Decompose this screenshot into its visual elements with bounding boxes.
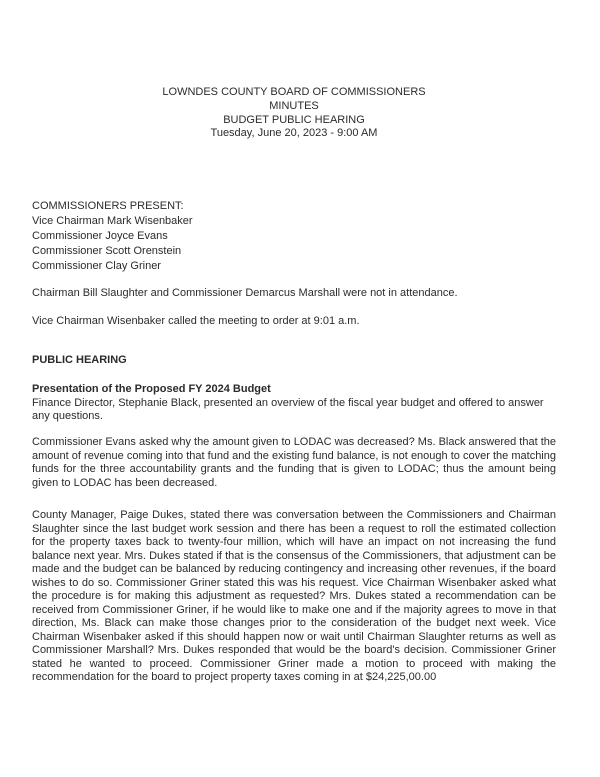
absent-note: Chairman Bill Slaughter and Commissioner Demarcus Marshall were not in attendance. [32, 287, 458, 299]
present-commissioner: Commissioner Clay Griner [32, 260, 161, 272]
header-meeting-type: BUDGET PUBLIC HEARING [223, 113, 365, 126]
call-to-order-note: Vice Chairman Wisenbaker called the meeting to order at 9:01 a.m. [32, 315, 360, 327]
header-org-title: LOWNDES COUNTY BOARD OF COMMISSIONERS [162, 86, 426, 98]
present-commissioner: Commissioner Joyce Evans [32, 230, 168, 242]
public-hearing-section-title: PUBLIC HEARING [32, 354, 127, 366]
commissioners-present-label: COMMISSIONERS PRESENT: [32, 200, 184, 212]
commissioner-evans-paragraph: Commissioner Evans asked why the amount given to LODAC was decreased? Ms. Black answered that the amount of revenue coming into that fund and the existing fund balance, is not enough to cover the matching funds for the three accountability grants and the funding that is given to LODAC; thus the amount being given to LODAC has been decreased. [32, 436, 556, 489]
county-manager-paragraph: County Manager, Paige Dukes, stated there was conversation between the Commissioners and Chairman Slaughter since the last budget work session and there has been a request to roll the estimated collection for the property taxes back to twenty-four million, which will have an impact on not increasing the fund balance next year. Mrs. Dukes stated if that is the consensus of the Commissioners, that adjustment can be made and the budget can be balanced by reducing contingency and increasing other revenues, if the board wishes to do so. Commissioner Griner stated this was his request. Vice Chairman Wisenbaker asked what the procedure is for making this adjustment as requested? Mrs. Dukes stated a recommendation can be received from Commissioner Griner, if he would like to make one and if the majority agrees to move in that direction, Ms. Black can make those changes prior to the consideration of the budget next week. Vice Chairman Wisenbaker asked if this should happen now or wait until Chairman Slaughter returns as well as Commissioner Marshall? Mrs. Dukes responded that would be the board's decision. Commissioner Griner stated he wanted to proceed. Commissioner Griner made a motion to proceed with making the recommendation for the board to project property taxes coming in at $24,225,00.00 [32, 509, 556, 683]
finance-director-paragraph: Finance Director, Stephanie Black, presented an overview of the fiscal year budget and offered to answer any questions. [32, 396, 544, 422]
budget-presentation-item [32, 383, 556, 424]
present-commissioner: Commissioner Scott Orenstein [32, 245, 182, 257]
attendance-section [32, 199, 556, 274]
document-header [32, 86, 556, 141]
header-datetime: Tuesday, June 20, 2023 - 9:00 AM [210, 127, 378, 140]
header-doc-type: MINUTES [269, 99, 319, 112]
present-commissioner: Vice Chairman Mark Wisenbaker [32, 215, 193, 227]
budget-item-title: Presentation of the Proposed FY 2024 Budget [32, 383, 271, 395]
